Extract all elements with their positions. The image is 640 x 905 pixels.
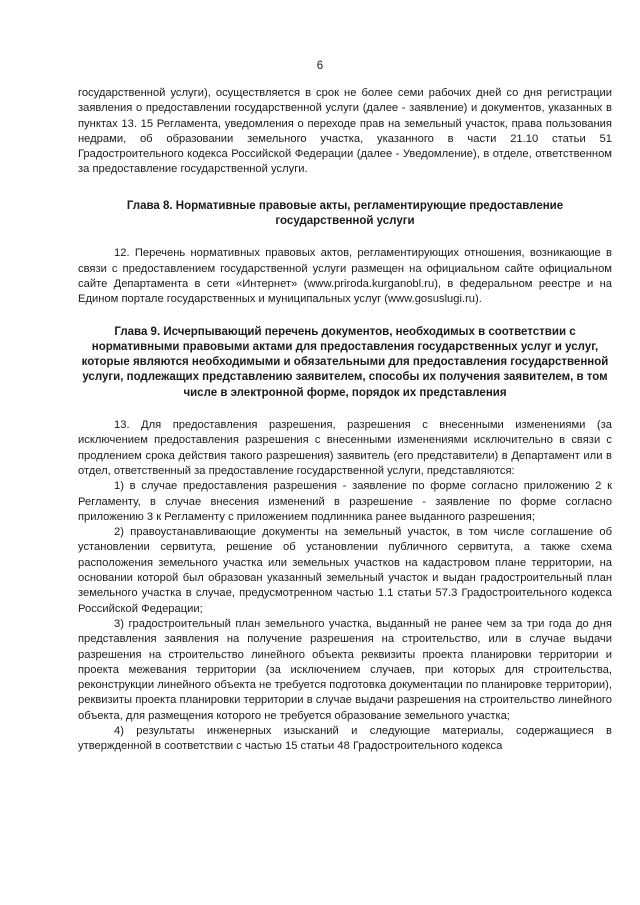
chapter-9-heading: Глава 9. Исчерпывающий перечень документов, необходимых в соответствии с нормативными правовыми актами для предоставления государственных услуг и услуг, которые являются необходимыми и обязательными для предоставления государственной услуги, подлежащих представлению заявителем, способы их получения заявителем, в том числе в электронной форме, порядок их представления bbox=[81, 325, 609, 399]
list-item-2: 2) правоустанавливающие документы на земельный участок, в том числе соглашение об установлении сервитута, решение об установлении публичного сервитута, а также схема расположения земельного участка или земельных участков на кадастровом плане территории, на основании которой был образован указанный земельный участок и выдан градостроительный план земельного участка в случае, предусмотренном частью 1.1 статьи 57.3 Градостроительного кодекса Российской Федерации; bbox=[78, 526, 612, 615]
paragraph-12: 12. Перечень нормативных правовых актов, регламентирующих отношения, возникающие в связи с предоставлением государственной услуги размещен на официальном сайте официальном сайте Департамента в сети «Интернет» (www.priroda.kurganobl.ru), в федеральном реестре и на Едином портале государственных и муниципальных услуг (www.gosuslugi.ru). bbox=[78, 247, 612, 306]
list-item-4: 4) результаты инженерных изысканий и следующие материалы, содержащиеся в утвержденной в соответствии с частью 15 статьи 48 Градостроительного кодекса bbox=[78, 724, 612, 753]
paragraph-13: 13. Для предоставления разрешения, разрешения с внесенными изменениями (за исключением предоставления разрешения с внесенными изменениями исключительно в связи с продлением срока действия такого разрешения) заявитель (его представители) в Департамент или в отдел, ответственный за предоставление государственной услуги, представляются: bbox=[78, 419, 612, 477]
list-item-1: 1) в случае предоставления разрешения - заявление по форме согласно приложению 2 к Регламенту, в случае внесения изменений в разрешение - заявление по форме согласно приложению 3 к Регламенту с приложением подлинника ранее выданного разрешения; bbox=[78, 480, 612, 523]
chapter-8-heading: Глава 8. Нормативные правовые акты, регламентирующие предоставление государственной услуги bbox=[126, 199, 564, 228]
page-number: 6 bbox=[316, 60, 324, 72]
intro-paragraph: государственной услуги), осуществляется в срок не более семи рабочих дней со дня регистрации заявления о предоставлении государственной услуги (далее - заявление) и документов, указанных в пунктах 13. 15 Регламента, уведомления о переходе прав на земельный участок, права пользования недрами, об образовании земельного участка, указанного в части 21.10 статьи 51 Градостроительного кодекса Российской Федерации (далее - Уведомление), в отделе, ответственном за предоставление государственной услуги. bbox=[78, 87, 612, 176]
document-body bbox=[78, 86, 612, 755]
list-item-3: 3) градостроительный план земельного участка, выданный не ранее чем за три года до дня представления заявления на получение разрешения на строительство, или в случае выдачи разрешения на строительство линейного объекта реквизиты проекта планировки территории и проекта межевания территории (за исключением случаев, при которых для строительства, реконструкции линейного объекта не требуется подготовка документации по планировке территории), реквизиты проекта планировки территории в случае выдачи разрешения на строительство линейного объекта, для размещения которого не требуется образование земельного участка; bbox=[78, 617, 612, 722]
